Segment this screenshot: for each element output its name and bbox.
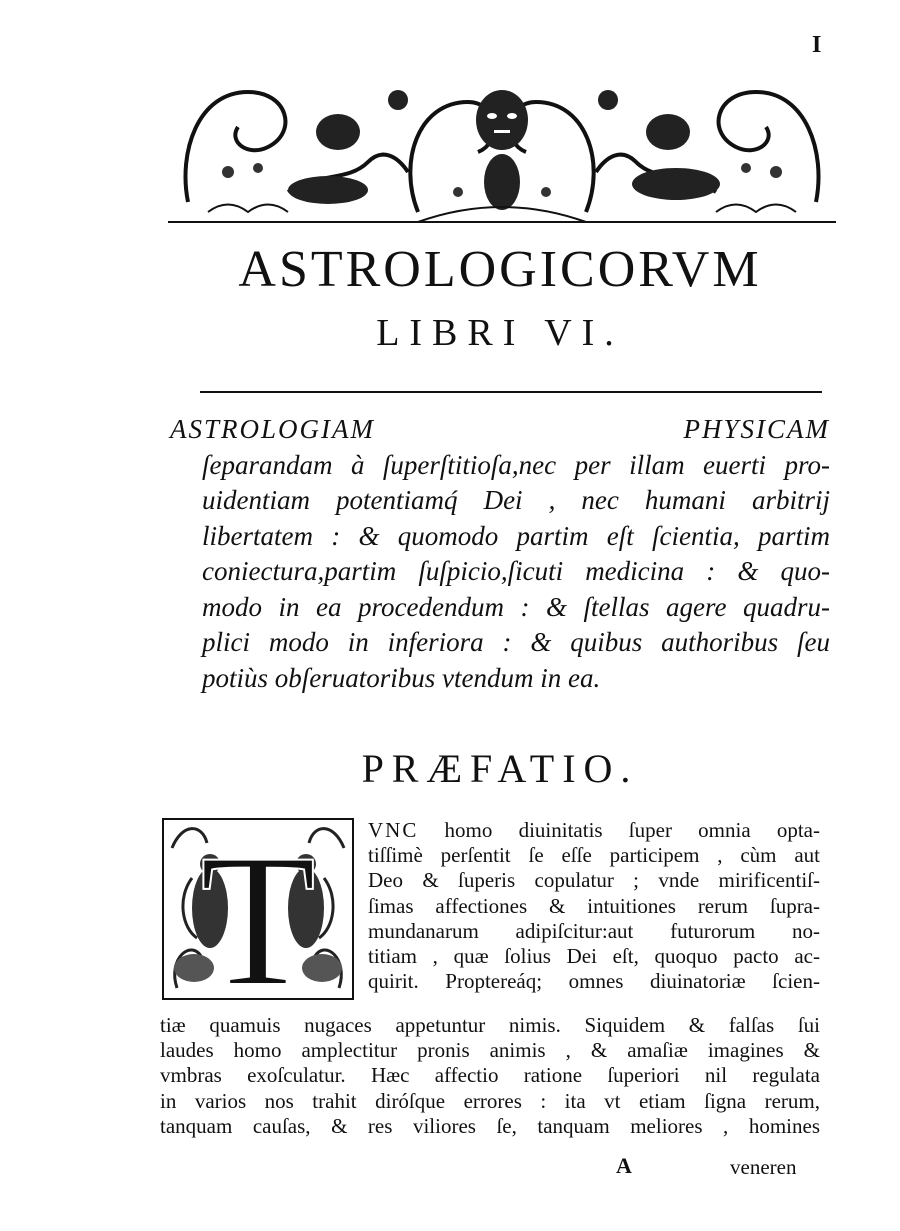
summary-line: ſeparandam à ſuperſtitioſa,nec per illam euerti pro- xyxy=(202,449,830,480)
summary-heading: ASTROLOGIAM PHYSICAM xyxy=(170,414,830,444)
title-divider-rule xyxy=(200,391,822,393)
text-line: tiſſimè perſentit ſe eſſe participem , cùm aut xyxy=(368,843,820,868)
summary-line: plici modo in inferiora : & quibus authoribus ſeu xyxy=(202,627,830,657)
drop-cap-letter: T xyxy=(199,818,317,1000)
preface-text-beside-initial xyxy=(368,818,820,994)
text-line: Deo & ſuperis copulatur ; vnde mirificentiſ- xyxy=(368,868,820,893)
text-line xyxy=(368,818,820,843)
summary-line: uidentiam potentiamq́ Dei , nec humani arbitrij xyxy=(202,485,830,515)
text-line: quirit. Proptereáq; omnes diuinatoriæ ſcien- xyxy=(368,969,820,994)
text-line: tanquam cauſas, & res viliores ſe, tanquam meliores , homines xyxy=(160,1113,820,1138)
chapter-summary xyxy=(170,412,830,696)
signature-mark: A xyxy=(616,1153,632,1178)
book-title: ASTROLOGICORVM xyxy=(238,241,762,298)
text-line: ſimas affectiones & intuitiones rerum ſupra- xyxy=(368,893,820,918)
decorated-initial-icon xyxy=(162,818,354,1000)
text-line: mundanarum adipiſcitur:aut futurorum no- xyxy=(368,918,820,943)
text-line: laudes homo amplectitur pronis animis , & amaſiæ imagines & xyxy=(160,1038,820,1063)
headpiece-ornament-icon xyxy=(168,72,836,224)
text-line: titiam , quæ ſolius Dei eſt, quoquo pacto ac- xyxy=(368,944,820,969)
preface-text-full-width xyxy=(160,1013,820,1139)
preface-heading: PRÆFATIO. xyxy=(361,746,639,791)
book-subtitle: LIBRI VI. xyxy=(376,312,624,354)
text-line: in varios nos trahit diróſque errores : ita vt etiam ſigna rerum, xyxy=(160,1088,820,1113)
text-line: vmbras exoſculatur. Hæc affectio ratione ſuperiori nil regulata xyxy=(160,1063,820,1088)
summary-line: coniectura,partim ſuſpicio,ſicuti medicina : & quo- xyxy=(202,556,830,586)
summary-line: libertatem : & quomodo partim eſt ſcientia, partim xyxy=(202,520,830,551)
summary-line: potiùs obſeruatoribus vtendum in ea. xyxy=(202,662,601,693)
text-line: tiæ quamuis nugaces appetuntur nimis. Siquidem & falſas ſui xyxy=(160,1013,820,1037)
text-line-rest: homo diuinitatis ſuper omnia opta- xyxy=(418,818,820,842)
page-number: I xyxy=(812,32,822,58)
catchword: veneren xyxy=(730,1155,797,1179)
summary-line: modo in ea procedendum : & ſtellas agere quadru- xyxy=(202,591,830,622)
opening-word: VNC xyxy=(368,818,419,842)
